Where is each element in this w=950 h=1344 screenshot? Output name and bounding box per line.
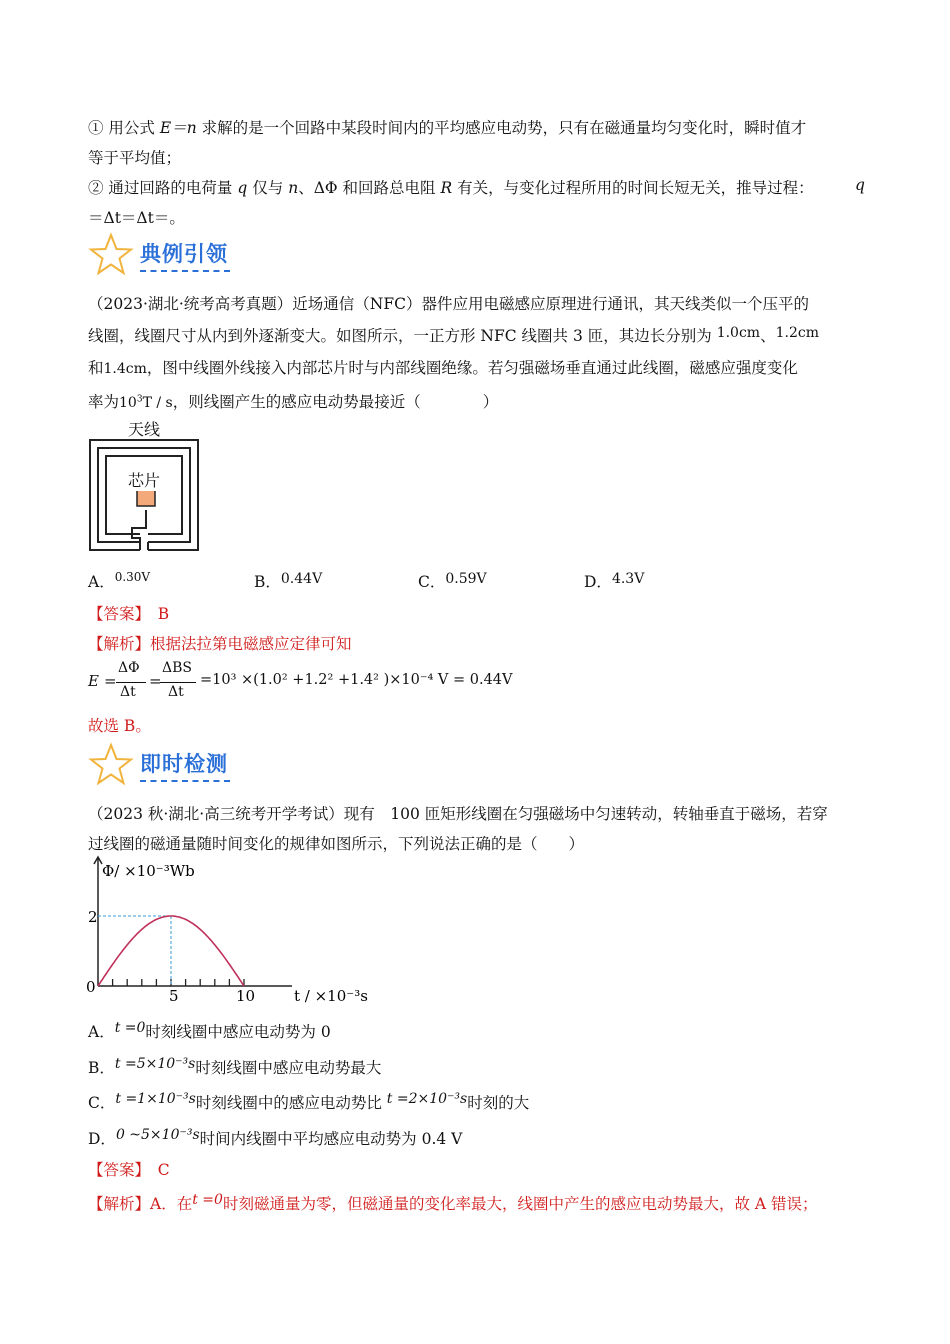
intro-line-2: 等于平均值；: [88, 149, 182, 167]
value-1-4cm: 1.4cm: [103, 361, 147, 377]
coil-diagram: [88, 438, 204, 556]
q2-answer: 【答案】 C: [88, 1161, 170, 1179]
section-example: [88, 232, 288, 278]
y-tick-label: 2: [88, 908, 98, 926]
section-title: 即时检测: [140, 752, 228, 776]
q1-answer: 【答案】 B: [88, 605, 170, 623]
intro-text: 、ΔΦ 和回路总电阻: [298, 179, 436, 197]
var-n: n: [288, 179, 299, 197]
section-check: [88, 742, 288, 788]
q1-text: ，则线圈产生的感应电动势最接近（ ）: [172, 393, 499, 411]
q1-text: 线圈，线圈尺寸从内到外逐渐变大。如图所示，一正方形 NFC 线圈共 3 匝，其边长分别为: [88, 327, 712, 345]
x-axis-label: t / ×10⁻³s: [294, 987, 368, 1005]
x-tick-label: 5: [169, 987, 179, 1005]
flux-chart: [80, 852, 380, 1008]
intro-text: 有关，与变化过程所用的时间长短无关，推导过程：: [457, 179, 814, 197]
q1-text: ，图中线圈外线接入内部芯片时与内部线圈绝缘。若匀强磁场垂直通过此线圈，磁感应强度变化: [146, 359, 798, 377]
var-q: q: [237, 179, 248, 197]
value-1-2cm: 1.2cm: [775, 325, 819, 341]
q1-text: 、: [760, 327, 776, 345]
q2-option-a: A．t =0时刻线圈中感应电动势为 0: [88, 1020, 331, 1041]
q2-analysis: 【解析】A．在t =0时刻磁通量为零，但磁通量的变化率最大，线圈中产生的感应电动势最大，故 A 错误；: [88, 1192, 818, 1213]
q2-line-1: （2023 秋·湖北·高三统考开学考试）现有 100 匝矩形线圈在匀强磁场中匀速转动，转轴垂直于磁场，若穿: [88, 805, 828, 823]
nfc-coil-figure: [88, 414, 204, 558]
q1-line-2: [88, 324, 819, 346]
q1-option-c: C．0.59V: [418, 571, 487, 591]
rate-value: $10^3T$ / s: [119, 394, 173, 411]
q1-text: 和: [88, 359, 104, 377]
q1-conclusion: 故选 B。: [88, 717, 151, 735]
q2-option-c: C．t =1×10⁻³s时刻线圈中的感应电动势比 t =2×10⁻³s时刻的大: [88, 1091, 530, 1112]
antenna-label: 天线: [128, 420, 161, 439]
intro-text: ② 通过回路的电荷量: [88, 179, 233, 197]
x-tick-label: 10: [236, 987, 256, 1005]
y-tick-label: 0: [86, 978, 96, 996]
q1-analysis: 【解析】根据法拉第电磁感应定律可知: [88, 635, 352, 653]
q1-option-a: A．$^{0.30V}$: [88, 570, 151, 591]
intro-text: ① 用公式: [88, 119, 155, 137]
q2-option-b: B．t =5×10⁻³s时刻线圈中感应电动势最大: [88, 1056, 382, 1077]
section-title: 典例引领: [140, 242, 228, 266]
value-1cm: 1.0cm: [716, 325, 761, 341]
intro-text: 求解的是一个回路中某段时间内的平均感应电动势，只有在磁通量均匀变化时，瞬时值才: [201, 119, 807, 137]
intro-line-1: [88, 116, 806, 138]
q1-text: 率为: [88, 393, 120, 411]
var-R: R: [440, 179, 453, 197]
section-underline: [140, 270, 230, 272]
q1-option-b: B．0.44V: [254, 571, 323, 591]
intro-text: 仅与: [252, 179, 284, 197]
star-icon: [88, 742, 134, 788]
var-q-right: q: [855, 176, 865, 194]
q2-line-2: 过线圈的磁通量随时间变化的规律如图所示，下列说法正确的是（ ）: [88, 835, 585, 853]
star-icon: [88, 232, 134, 278]
intro-line-3: [88, 176, 814, 198]
q1-line-3: [88, 356, 798, 378]
q2-option-d: D．0 ~5×10⁻³s时间内线圈中平均感应电动势为 0.4 V: [88, 1127, 463, 1148]
section-underline: [140, 780, 230, 782]
intro-line-4: ＝Δt＝Δt＝。: [88, 209, 185, 227]
formula: E＝n: [159, 119, 197, 137]
chip-label: 芯片: [128, 468, 160, 491]
q1-line-4: [88, 390, 498, 412]
y-axis-label: Φ/ ×10⁻³Wb: [102, 862, 195, 880]
q1-option-d: D．4.3V: [584, 571, 645, 591]
q1-line-1: （2023·湖北·统考高考真题）近场通信（NFC）器件应用电磁感应原理进行通讯，其天线类似一个压平的: [88, 295, 809, 313]
